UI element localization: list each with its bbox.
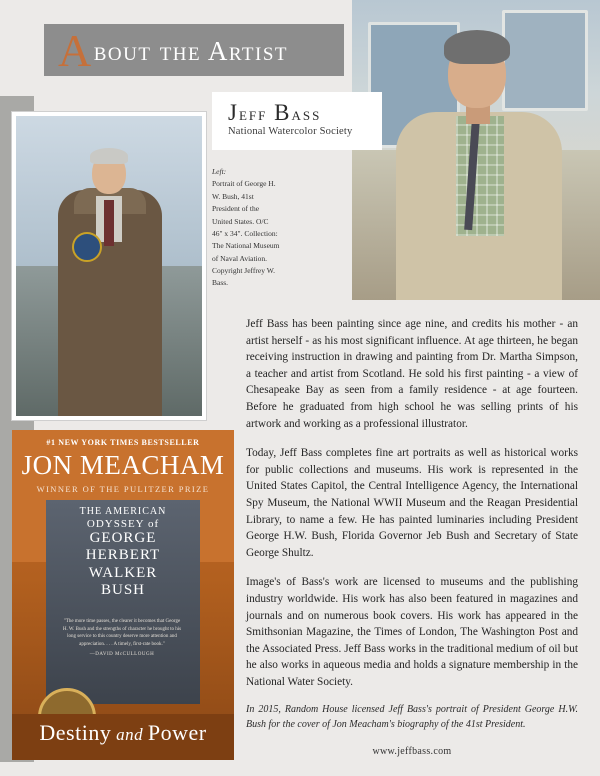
portrait-painting-image (12, 112, 206, 420)
book-title-line5: WALKER (88, 564, 158, 581)
artist-name-last-rest: ass (291, 104, 322, 125)
biography-note: In 2015, Random House licensed Jeff Bass's portrait of President George H.W. Bush for the cover of Jon Meacham's biography of the 41st President. (246, 704, 578, 730)
book-title (46, 506, 200, 599)
book-bottom-title-conj: and (111, 725, 148, 744)
page-title (58, 26, 358, 76)
title-rest: bout the Artist (93, 36, 289, 66)
photo-shirt (456, 116, 504, 236)
photo-hair (444, 30, 510, 64)
book-prize-line: WINNER OF THE PULITZER PRIZE (36, 484, 210, 494)
artist-photograph (352, 0, 600, 300)
biography-text (246, 316, 578, 745)
book-bottom-title-word2: Power (147, 720, 207, 745)
book-title-line4: HERBERT (85, 547, 161, 564)
book-title-line6: BUSH (100, 581, 145, 598)
artist-name-first-rest: eff (238, 104, 275, 125)
title-drop-cap: A (58, 25, 93, 76)
book-title-line2: ODYSSEY of (86, 517, 160, 530)
book-cover-image (12, 430, 234, 760)
portrait-caption (212, 166, 280, 290)
biography-paragraph-1: Jeff Bass has been painting since age nine, and credits his mother - an artist herself - as his most significant influence. At age thirteen, he began receiving instruction in drawing and painting from Dr. Martha Simpson, a teacher and artist from Scotland. He sold his first painting - a view of Chesapeake Bay as seen from a family residence - at age fourteen. Before he graduated from high school he was selling prints of his artwork and working as a professional illustrator. (246, 318, 578, 430)
portrait-tie (104, 200, 114, 246)
book-author: JON MEACHAM (21, 450, 225, 480)
book-blurb-text: "The more time passes, the clearer it becomes that George H. W. Bush and the strengths of character he brought to his long service to this country deserve more attention and appreciation. . . . A timely, first-rate book." (62, 619, 182, 647)
book-blurb-source: —DAVID McCULLOUGH (89, 652, 155, 657)
caption-label: Left: (212, 167, 227, 176)
biography-paragraph-2: Today, Jeff Bass completes fine art portraits as well as historical works for public collections and museums. His work is represented in the United States Capitol, the Central Intelligence Agency, the International Spy Museum, the National WWII Museum and the Reagan Presidential Library, to name a few. He has painted luminaries including President George H.W. Bush, Florida Governor Jeb Bush and Secretary of State George Shultz. (246, 447, 578, 559)
portrait-hair (90, 148, 128, 164)
book-blurb (62, 618, 182, 659)
book-bestseller-line: #1 NEW YORK TIMES BESTSELLER (46, 438, 200, 447)
artist-name-initial-first: J (228, 100, 239, 125)
photo-window-right (502, 10, 588, 111)
portrait-shoulder-patch (72, 232, 102, 262)
artist-name (228, 100, 321, 126)
book-title-line3: GEORGE (89, 530, 157, 547)
book-title-line1: THE AMERICAN (79, 506, 167, 517)
book-bottom-title-word1: Destiny (39, 720, 112, 745)
caption-text: Portrait of George H. W. Bush, 41st President of the United States. O/C 46" x 34". Collection: The National Museum of Naval Aviation. Copyright Jeffrey W. Bass. (212, 179, 280, 288)
artist-affiliation: National Watercolor Society (228, 126, 353, 137)
biography-paragraph-3: Image's of Bass's work are licensed to museums and the publishing industry worldwide. His work has also been featured in magazines and journals and on numerous book covers. His work has appeared in the Smithsonian Magazine, the Times of London, The Washington Post and the Associated Press. Jeff Bass works in the traditional medium of oil but he also works in aqueous media and holds a signature membership in the National Water Society. (246, 576, 578, 688)
book-bottom-title (12, 720, 234, 746)
website-link[interactable]: www.jeffbass.com (372, 746, 452, 757)
footer-band (0, 762, 600, 776)
artist-name-initial-last: B (274, 100, 292, 125)
